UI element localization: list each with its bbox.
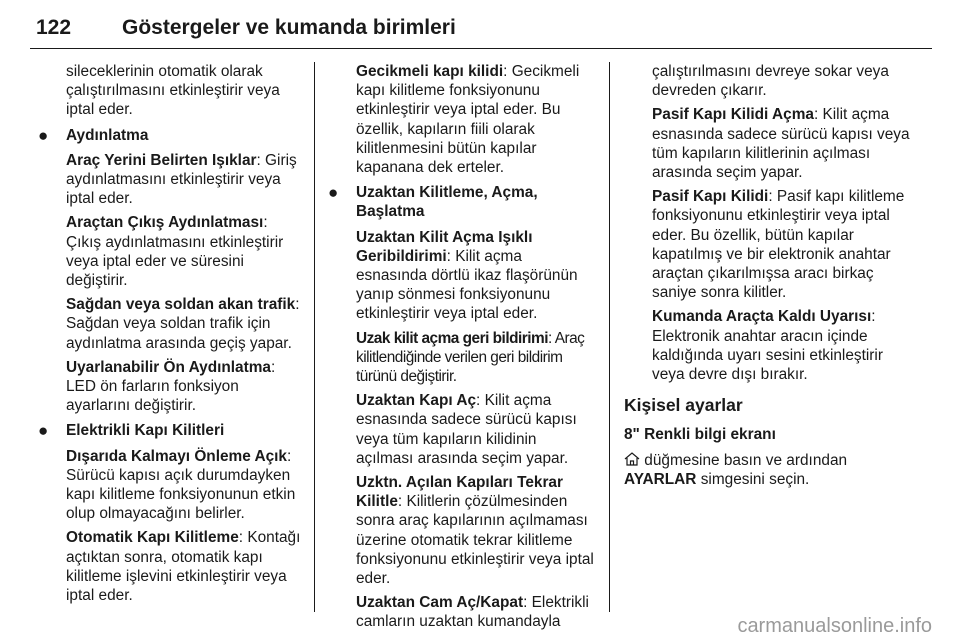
setting-term: Pasif Kapı Kilidi Açma xyxy=(652,106,814,124)
setting-text: : Çıkış aydınlatmasını etkinleştirir veya iptal eder ve süresini değiştirir. xyxy=(66,214,284,290)
setting-term: Otomatik Kapı Kilitleme xyxy=(66,529,239,547)
subsection-heading: 8" Renkli bilgi ekranı xyxy=(624,426,776,444)
bullet-icon: ● xyxy=(328,183,339,203)
paragraph: sileceklerinin otomatik olarak çalıştırılmasını etkinleştirir veya iptal eder. xyxy=(66,63,280,119)
setting-term: Uyarlanabilir Ön Aydınlatma xyxy=(66,358,271,376)
setting-text: : Giriş aydınlatmasını etkinleştirir veya iptal eder. xyxy=(66,151,297,208)
setting-item xyxy=(356,228,596,324)
instruction-text: simgesini seçin. xyxy=(696,470,810,488)
setting-text: : Kilit açma esnasında sadece sürücü kapısı veya tüm kapıların kilidinin açılması arasında seçim yapar. xyxy=(356,392,577,467)
bullet-heading: ● Aydınlatma xyxy=(38,125,149,145)
setting-text: : Kilitlerin çözülmesinden sonra araç kapılarının açılmaması üzerine otomatik tekrar kilitleme fonksiyonunu etkinleştirir veya iptal eder. xyxy=(356,493,594,588)
setting-text: : Kontağı açtıktan sonra, otomatik kapı kilitleme işlevini etkinleştirir veya iptal eder. xyxy=(66,529,301,605)
setting-item xyxy=(652,307,916,384)
bullet-icon: ● xyxy=(38,421,49,441)
page-number: 122 xyxy=(36,16,72,39)
setting-item xyxy=(66,151,302,209)
setting-term: Sağdan veya soldan akan trafik xyxy=(66,296,296,314)
setting-item xyxy=(356,62,596,177)
setting-term: Pasif Kapı Kilidi xyxy=(652,188,769,206)
setting-text: : Pasif kapı kilitleme fonksiyonunu etkinleştirir veya iptal eder. Bu özellik, bütün kapılar kapatılmış ve bir elektronik anahtar araçtan çıkarılmışsa aracı birkaç saniye sonra kilitler. xyxy=(652,188,905,302)
setting-term: Araçtan Çıkış Aydınlatması xyxy=(66,214,264,232)
setting-item xyxy=(66,358,302,416)
column-3 xyxy=(624,62,916,494)
column-1 xyxy=(38,62,302,610)
bullet-heading: ● Elektrikli Kapı Kilitleri xyxy=(38,421,225,441)
setting-text: : Araç kilitlendiğinde verilen geri bildirim türünü değiştirir. xyxy=(356,329,585,386)
setting-term: Uzktn. Açılan Kapıları Tekrar Kilitle xyxy=(356,474,563,511)
section-heading: Kişisel ayarlar xyxy=(624,395,743,416)
setting-term: Gecikmeli kapı kilidi xyxy=(356,63,504,80)
setting-text: : Sürücü kapısı açık durumdayken kapı kilitleme fonksiyonunun etkin olup olmayacağını belirler. xyxy=(66,447,296,523)
setting-item xyxy=(356,593,596,631)
setting-item xyxy=(66,213,302,290)
setting-term: Uzaktan Kilit Açma Işıklı Geribildirimi xyxy=(356,228,533,265)
setting-item xyxy=(356,473,596,588)
setting-text: : Kilit açma esnasında dörtlü ikaz flaşörünün yanıp sönmesi fonksiyonunu etkinleştirir veya iptal eder. xyxy=(356,247,578,323)
watermark: carmanualsonline.info xyxy=(737,615,932,637)
setting-item xyxy=(652,105,916,182)
page-title: Göstergeler ve kumanda birimleri xyxy=(122,16,456,39)
setting-text: : Kilit açma esnasında sadece sürücü kapısı veya tüm kapıların kilitlerinin açılması arasında seçim yapar. xyxy=(652,106,910,182)
bullet-heading: ● Uzaktan Kilitleme, Açma, Başlatma xyxy=(328,183,538,221)
column-divider-2 xyxy=(609,62,610,612)
setting-term: Kumanda Araçta Kaldı Uyarısı xyxy=(652,308,872,326)
setting-term: Araç Yerini Belirten Işıklar xyxy=(66,151,257,169)
setting-term: Dışarıda Kalmayı Önleme Açık xyxy=(66,447,287,465)
setting-term: Uzak kilit açma geri bildirimi xyxy=(356,329,548,347)
home-icon xyxy=(624,452,640,466)
setting-item xyxy=(66,447,302,524)
setting-text: : Sağdan veya soldan trafik için aydınlatma arasında geçiş yapar. xyxy=(66,296,300,352)
instruction-paragraph xyxy=(624,451,916,489)
setting-text: : Elektrikli camların uzaktan kumandayla xyxy=(356,594,589,631)
setting-item xyxy=(66,528,302,605)
paragraph: çalıştırılmasını devreye sokar veya devreden çıkarır. xyxy=(652,63,889,100)
setting-item xyxy=(356,391,596,468)
setting-item xyxy=(66,295,302,353)
setting-term: Uzaktan Cam Aç/Kapat xyxy=(356,594,524,612)
instruction-text: düğmesine basın ve ardından xyxy=(640,451,848,469)
setting-text: : Gecikmeli kapı kilitleme fonksiyonunu etkinleştirir veya iptal eder. Bu özellik, kapıların fiili olarak kilitlenmesini bütün kapılar kapanana dek erteler. xyxy=(356,63,580,177)
settings-term: AYARLAR xyxy=(624,470,697,488)
bullet-icon: ● xyxy=(38,125,49,145)
setting-item xyxy=(652,187,916,302)
setting-text: : LED ön farların fonksiyon ayarlarını değiştirir. xyxy=(66,358,276,415)
setting-term: Uzaktan Kapı Aç xyxy=(356,392,477,410)
setting-item xyxy=(356,329,596,387)
column-2 xyxy=(328,62,596,637)
page-header xyxy=(30,10,932,50)
setting-text: : Elektronik anahtar aracın içinde kaldığında uyarı sesini etkinleştirir veya devre dışı bırakır. xyxy=(652,308,883,384)
column-divider-1 xyxy=(314,62,315,612)
header-rule xyxy=(30,48,932,49)
